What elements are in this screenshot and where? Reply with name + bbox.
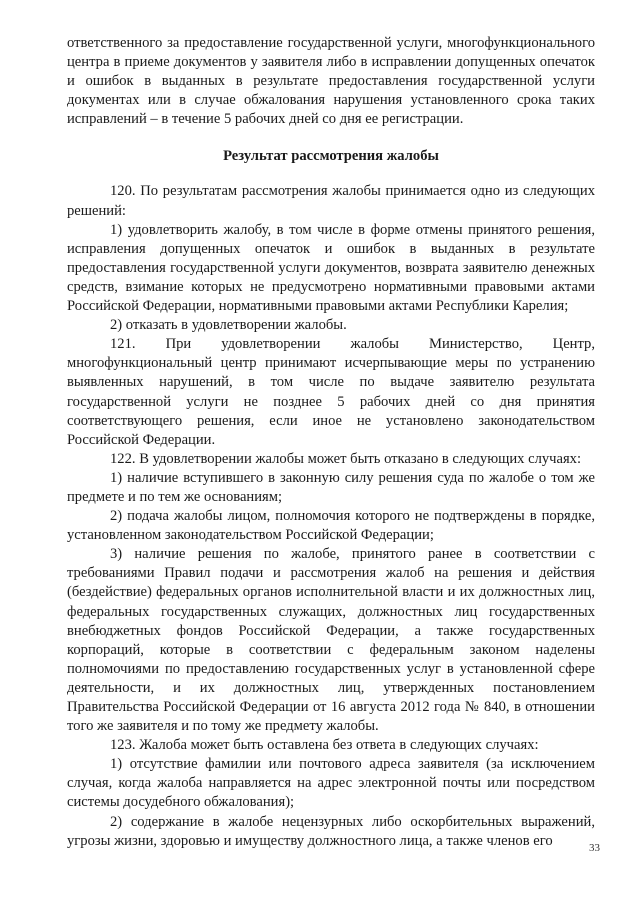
paragraph-123: 123. Жалоба может быть оставлена без ответа в следующих случаях: <box>110 737 539 754</box>
document-page <box>67 34 595 851</box>
paragraph-122-item-2: 2) подача жалобы лицом, полномочия которого не подтверждены в порядке, установленном законодательством Российской Федерации; <box>67 508 595 544</box>
paragraph-120-item-2: 2) отказать в удовлетворении жалобы. <box>110 317 347 334</box>
paragraph-123-item-2: 2) содержание в жалобе нецензурных либо оскорбительных выражений, угрозы жизни, здоровью и имуществу должностного лица, а также членов его <box>67 813 595 849</box>
paragraph-123-item-1: 1) отсутствие фамилии или почтового адреса заявителя (за исключением случая, когда жалоба направляется на адрес электронной почты или посредством системы досудебного обжалования); <box>67 756 595 811</box>
paragraph-120: 120. По результатам рассмотрения жалобы принимается одно из следующих решений: <box>67 183 595 219</box>
paragraph-122-item-3: 3) наличие решения по жалобе, принятого ранее в соответствии с требованиями Правил подачи и рассмотрения жалоб на решения и действия (бездействие) федеральных органов исполнительной власти и их должностных лиц, федеральных государственных служащих, должностных лиц государственных внебюджетных фондов Российской Федерации, а также государственных корпораций, которые в соответствии с федеральным законом наделены полномочиями по предоставлению государственных услуг в установленной сфере деятельности, и их должностных лиц, утвержденных постановлением Правительства Российской Федерации от 16 августа 2012 года № 840, в отношении того же заявителя и по тому же предмету жалобы. <box>67 546 595 735</box>
paragraph-122: 122. В удовлетворении жалобы может быть отказано в следующих случаях: <box>110 450 582 467</box>
section-heading: Результат рассмотрения жалобы <box>223 148 439 165</box>
paragraph-122-item-1: 1) наличие вступившего в законную силу решения суда по жалобе о том же предмете и по тем же основаниям; <box>67 469 595 505</box>
page-number: 33 <box>589 842 600 854</box>
paragraph-120-item-1: 1) удовлетворить жалобу, в том числе в форме отмены принятого решения, исправления допущенных опечаток и ошибок в выданных в результате предоставления государственной услуги документов, возврата заявителю денежных средств, взимание которых не предусмотрено нормативными правовыми актами Российской Федерации, нормативными правовыми актами Республики Карелия; <box>67 221 595 315</box>
opening-paragraph: ответственного за предоставление государственной услуги, многофункционального центра в приеме документов у заявителя либо в исправлении допущенных опечаток и ошибок в выданных в результате предоставления государственной услуги документах или в случае обжалования нарушения установленного срока таких исправлений – в течение 5 рабочих дней со дня ее регистрации. <box>67 35 595 128</box>
paragraph-121: 121. При удовлетворении жалобы Министерство, Центр, многофункциональный центр принимают исчерпывающие меры по устранению выявленных нарушений, в том числе по выдаче заявителю результата государственной услуги не позднее 5 рабочих дней со дня принятия соответствующего решения, если иное не установлено законодательством Российской Федерации. <box>67 336 595 448</box>
